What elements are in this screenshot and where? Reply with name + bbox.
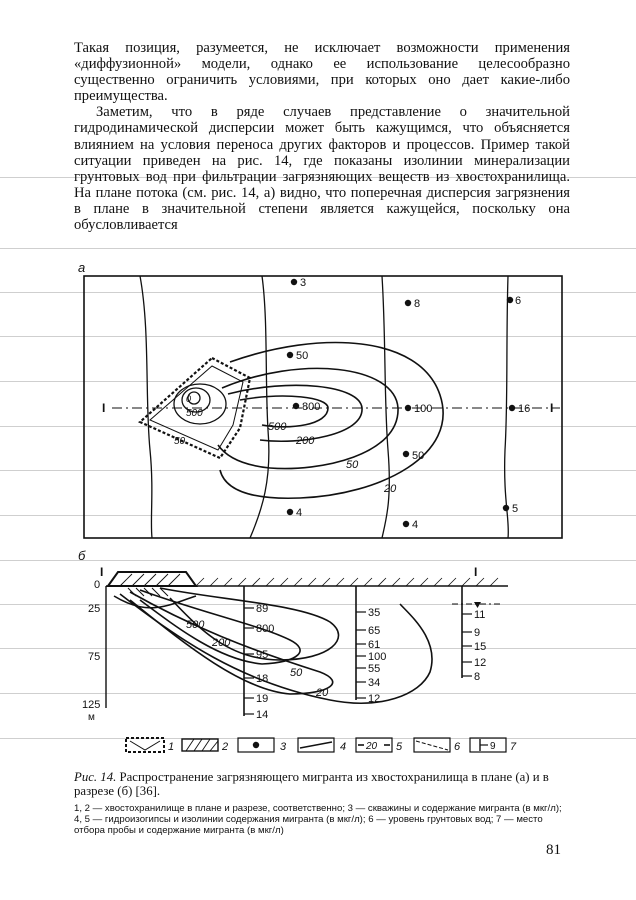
page-number: 81 [546, 842, 561, 858]
paragraph-2: Заметим, что в ряде случаев представление о значительной гидродинамической дисперсии может быть кажущимся, что объясняется влиянием на условия переноса других факторов и процессов. Пример такой ситуации приведен на рис. 14, где показаны изолинии минерализации грунтовых вод при фильтрации загрязняющих веществ из хвостохранилища. На плане потока (см. рис. 14, а) видно, что поперечная дисперсия загрязнения в плане в значительной степени является кажущейся, поскольку она обусловливается [74, 104, 570, 234]
depth-unit: м [88, 712, 95, 723]
sample-value: 9 [474, 627, 481, 639]
isoline-label: 50 [174, 436, 186, 447]
sample-value: 65 [368, 625, 381, 637]
sample-value: 19 [256, 693, 269, 705]
legend-number: 2 [222, 741, 229, 753]
sample-value: 100 [368, 651, 387, 663]
well-value: 4 [296, 507, 303, 519]
sample-value: 8 [474, 671, 481, 683]
legend-isoline-sample: 20 [366, 741, 378, 752]
well [291, 279, 297, 285]
isoline-label: 50 [290, 667, 303, 679]
legend-well-icon [253, 742, 259, 748]
tailings-pond-section [108, 572, 196, 586]
legend [126, 738, 517, 753]
sample-value: 95 [256, 649, 269, 661]
isoline-label: 20 [316, 687, 329, 699]
figure-caption [74, 770, 570, 798]
panel-a-label: а [78, 260, 86, 275]
section-sample-ticks [244, 608, 472, 714]
legend-number: 4 [340, 741, 347, 753]
tailings-pond-section-hatch [120, 574, 180, 586]
isoline-label: 50 [346, 459, 359, 471]
well [287, 509, 293, 515]
sample-value: 55 [368, 663, 381, 675]
well-value: 8 [414, 298, 421, 310]
well [405, 405, 411, 411]
water-table-marker [474, 602, 481, 608]
well-value: 6 [515, 295, 522, 307]
sample-value: 12 [474, 657, 487, 669]
caption-text: Распространение загрязняющего мигранта из хвостохранилища в плане (а) и в разрезе (б) [36]. [74, 770, 549, 798]
isoline-label: 0 [186, 394, 192, 404]
legend-explanation: 1, 2 — хвостохранилище в плане и разрезе, соответственно; 3 — скважины и содержание мигранта (в мкг/л); 4, 5 — гидроизогипсы и изолинии содержания мигранта (в мкг/л); 6 — уровень грунтовых вод; 7 — место отбора пробы и содержание мигранта (в мкг/л) [74, 803, 562, 836]
sample-value: 800 [256, 623, 275, 635]
sample-value: 35 [368, 607, 381, 619]
isoline-label: 500 [268, 421, 287, 433]
plan-isolines [218, 343, 443, 499]
sample-value: 34 [368, 677, 381, 689]
plan-hydroisohypses [140, 276, 508, 538]
well-value: 100 [414, 403, 433, 415]
depth-tick: 75 [88, 651, 101, 663]
well-value: 16 [518, 403, 531, 415]
well [287, 352, 293, 358]
well-value: 50 [296, 350, 309, 362]
well-value: 3 [300, 277, 307, 289]
legend-water-level-box [414, 738, 450, 752]
depth-tick: 125 [82, 699, 101, 711]
sample-value: 15 [474, 641, 487, 653]
isoline-label: 200 [212, 637, 231, 649]
depth-tick: 0 [94, 579, 101, 591]
well-value: 4 [412, 519, 419, 531]
section-mark-right: I [550, 401, 554, 415]
legend-number: 3 [280, 741, 287, 753]
section-mark-b-right: I [474, 565, 478, 579]
caption-label: Рис. 14. [74, 770, 117, 784]
legend-sample-value: 9 [490, 741, 496, 752]
well-value: 50 [412, 450, 425, 462]
well [503, 505, 509, 511]
paragraph-1: Такая позиция, разумеется, не исключает возможности применения «диффузионной» модели, однако ее использование целесообразно существенно ограничить условиями, при которых оно дает какие-либо преимущества. [74, 40, 570, 105]
isoline-label: 500 [186, 619, 205, 631]
legend-number: 7 [510, 741, 517, 753]
legend-number: 1 [168, 741, 175, 753]
depth-ticks [82, 579, 100, 723]
sample-value: 61 [368, 639, 381, 651]
sample-value: 11 [474, 609, 486, 621]
ground-hatching [196, 578, 498, 586]
well [293, 403, 299, 409]
legend-number: 5 [396, 741, 403, 753]
section-mark-left: I [102, 401, 106, 415]
plan-frame [84, 276, 562, 538]
well [509, 405, 515, 411]
well [507, 297, 513, 303]
isoline-label: 500 [186, 408, 203, 419]
sample-value: 18 [256, 673, 269, 685]
sample-value: 14 [256, 709, 269, 721]
isoline-label: 200 [296, 435, 315, 447]
plan-wells [287, 277, 530, 531]
well [403, 521, 409, 527]
well-value: 800 [302, 401, 321, 413]
section-mark-b-left: I [100, 565, 104, 579]
depth-tick: 25 [88, 603, 101, 615]
sample-value: 89 [256, 603, 269, 615]
sample-value: 12 [368, 693, 381, 705]
legend-number: 6 [454, 741, 461, 753]
section-isolines [114, 588, 432, 703]
plan-isoline-labels [174, 394, 397, 495]
panel-b-label: б [78, 548, 86, 563]
well [403, 451, 409, 457]
well [405, 300, 411, 306]
isoline-label: 20 [384, 483, 397, 495]
well-value: 5 [512, 503, 519, 515]
